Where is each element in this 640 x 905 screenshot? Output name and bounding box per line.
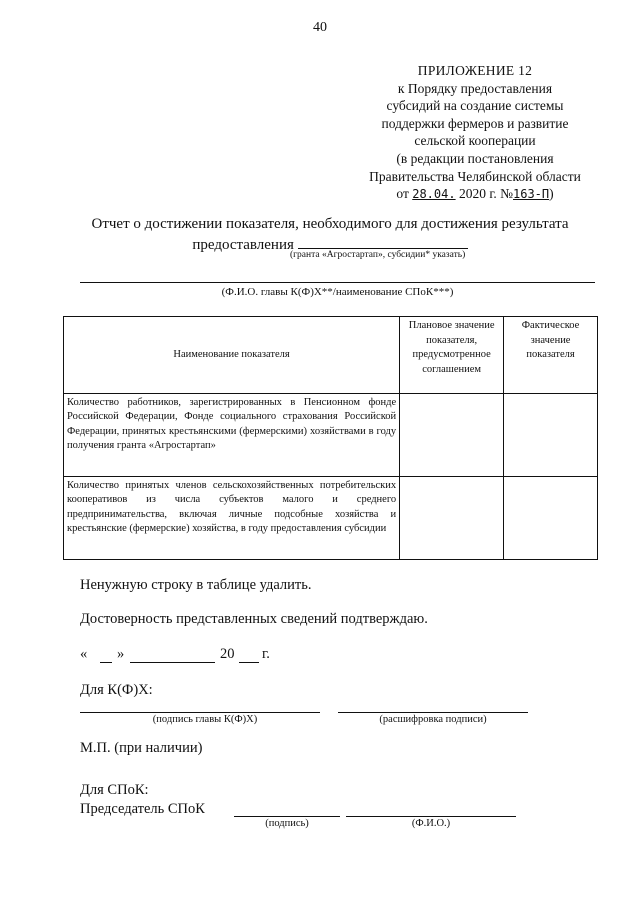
handwritten-number: 163-П xyxy=(513,187,550,202)
appendix-line: субсидий на создание системы xyxy=(386,98,564,114)
day-field[interactable] xyxy=(100,662,112,663)
farm-signature-caption: (подпись главы К(Ф)Х) xyxy=(152,714,258,725)
actual-value-cell[interactable] xyxy=(504,477,598,560)
month-field[interactable] xyxy=(130,662,215,663)
planned-value-cell[interactable] xyxy=(400,394,504,477)
appendix-block xyxy=(330,62,620,204)
handwritten-date: 28.04. xyxy=(412,187,456,202)
header-actual-value: Фактическое значение показателя xyxy=(504,317,598,394)
header-indicator-name: Наименование показателя xyxy=(64,317,400,394)
grant-note: (гранта «Агростартап», субсидии* указать) xyxy=(290,250,466,260)
coop-label: Для СПоК: xyxy=(80,782,149,798)
farm-decoding-caption: (расшифровка подписи) xyxy=(379,714,487,725)
confirmation-text: Достоверность представленных сведений подтверждаю. xyxy=(80,611,428,627)
coop-signature-caption: (подпись) xyxy=(265,818,309,829)
appendix-line: (в редакции постановления xyxy=(396,150,554,166)
year-suffix: г. xyxy=(262,646,270,662)
report-title xyxy=(60,214,600,255)
report-title-line2: предоставления xyxy=(192,237,294,253)
table-row xyxy=(64,477,598,560)
grant-blank-field[interactable] xyxy=(298,234,468,249)
signature-date-line xyxy=(0,642,640,666)
year-text: 2020 г. № xyxy=(458,186,513,202)
appendix-line: к Порядку предоставления xyxy=(397,80,553,96)
planned-value-cell[interactable] xyxy=(400,477,504,560)
report-title-line1: Отчет о достижении показателя, необходимого для достижения результата xyxy=(91,216,569,232)
remove-row-note: Ненужную строку в таблице удалить. xyxy=(80,577,312,593)
appendix-header: ПРИЛОЖЕНИЕ 12 xyxy=(417,63,533,78)
header-planned-value: Плановое значение показателя, предусмотренное соглашением xyxy=(400,317,504,394)
coop-signature-field[interactable] xyxy=(234,816,340,817)
coop-name-field[interactable] xyxy=(346,816,516,817)
appendix-line: поддержки фермеров и развитие xyxy=(381,115,569,131)
table-row xyxy=(64,394,598,477)
coop-name-caption: (Ф.И.О.) xyxy=(411,818,451,829)
page-number: 40 xyxy=(313,20,327,35)
date-close-quote: » xyxy=(117,646,125,662)
head-name-note: (Ф.И.О. главы К(Ф)Х**/наименование СПоК***) xyxy=(221,286,454,298)
farm-label: Для К(Ф)Х: xyxy=(80,682,153,698)
head-name-line[interactable] xyxy=(80,282,595,283)
date-prefix: от xyxy=(396,186,409,202)
indicators-table xyxy=(63,316,598,560)
farm-decoding-field[interactable] xyxy=(338,712,528,713)
date-suffix: ) xyxy=(549,186,554,202)
year-field[interactable] xyxy=(239,662,259,663)
indicator-name-cell: Количество работников, зарегистрированных в Пенсионном фонде Российской Федерации, Фонде социального страхования Российской Федерации, принятых крестьянскими (фермерскими) хозяйствами в году получения гранта «Агростартап» xyxy=(64,394,400,477)
appendix-line: сельской кооперации xyxy=(414,133,536,149)
actual-value-cell[interactable] xyxy=(504,394,598,477)
table-header-row xyxy=(64,317,598,394)
appendix-date-line xyxy=(330,185,620,204)
coop-chairman-label: Председатель СПоК xyxy=(80,801,205,817)
stamp-note: М.П. (при наличии) xyxy=(80,740,203,756)
date-open-quote: « xyxy=(80,646,88,662)
year-prefix: 20 xyxy=(220,646,235,662)
appendix-line: Правительства Челябинской области xyxy=(369,168,581,184)
indicator-name-cell: Количество принятых членов сельскохозяйственных потребительских кооперативов из числа субъектов малого и среднего предпринимательства, включая личные подсобные хозяйства и крестьянские (фермерские) хозяйства, в году предоставления субсидии xyxy=(64,477,400,560)
farm-signature-field[interactable] xyxy=(80,712,320,713)
